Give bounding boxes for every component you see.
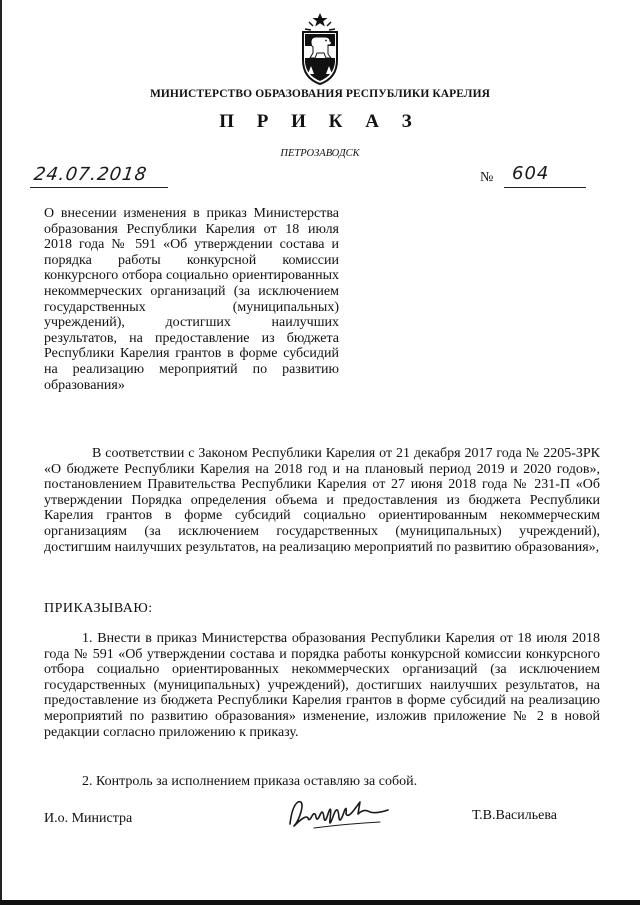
order-date-value: 24.07.2018 (32, 164, 149, 185)
scan-edge-bottom (0, 900, 640, 905)
order-directive-word: ПРИКАЗЫВАЮ: (44, 601, 153, 616)
city: ПЕТРОЗАВОДСК (280, 148, 360, 159)
karelia-coat-of-arms-icon (297, 12, 343, 86)
order-item-2: 2. Контроль за исполнением приказа оставляю за собой. (82, 774, 418, 789)
handwritten-signature (284, 784, 394, 840)
order-number (480, 162, 590, 192)
scan-edge-left (0, 0, 2, 905)
number-underline (504, 187, 586, 188)
signatory-name: Т.В.Васильева (472, 808, 557, 823)
order-preamble: В соответствии с Законом Республики Карелия от 21 декабря 2017 года № 2205-ЗРК «О бюджете Республики Карелия на 2018 год и на плановый период 2019 и 2020 годов», постановлением Правительства Республики Карелия от 27 июня 2018 года № 231-П «Об утверждении Порядка определения объема и предоставления из бюджета Республики Карелия грантов в форме субсидий социально ориентированным некоммерческим организациям (за исключением государственных (муниципальных) учреждений), достигшим наилучших результатов, на реализацию мероприятий по развитию образования», (44, 446, 600, 555)
document-type: П Р И К А З (219, 111, 421, 132)
date-underline (30, 187, 168, 188)
order-number-value: 604 (512, 163, 550, 184)
order-item-1: 1. Внести в приказ Министерства образования Республики Карелия от 18 июля 2018 года № 591 «Об утверждении состава и порядка работы конкурсной комиссии конкурсного отбора социально ориентированных некоммерческих организаций (за исключением государственных (муниципальных) учреждений), достигших наилучших результатов, на предоставление из бюджета Республики Карелия грантов в форме субсидий на реализацию мероприятий по развитию образования» изменение, изложив приложение № 2 в новой редакции согласно приложению к приказу. (44, 631, 600, 740)
signatory-title: И.о. Министра (44, 811, 133, 826)
number-sign: № (480, 170, 494, 185)
order-date (30, 162, 170, 192)
order-subject: О внесении изменения в приказ Министерства образования Республики Карелия от 18 июля 2018 года № 591 «Об утверждении состава и порядка работы конкурсной комиссии конкурсного отбора социально ориентированных некоммерческих организаций (за исключением государственных (муниципальных) учреждений), достигших наилучших результатов, на предоставление из бюджета Республики Карелия грантов в форме субсидий на реализацию мероприятий по развитию образования» (44, 206, 339, 393)
ministry-name: МИНИСТЕРСТВО ОБРАЗОВАНИЯ РЕСПУБЛИКИ КАРЕЛИЯ (149, 88, 491, 100)
